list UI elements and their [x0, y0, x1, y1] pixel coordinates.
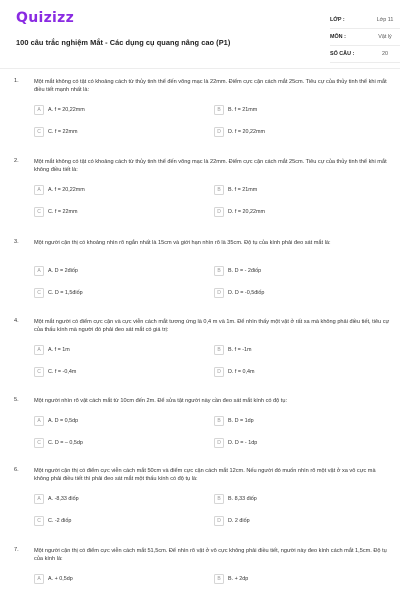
question-number: 5.	[14, 397, 19, 403]
option-label: A. -8,33 điốp	[48, 495, 79, 502]
question-number: 4.	[14, 318, 19, 324]
answer-option-a[interactable]	[34, 414, 174, 427]
option-label: B. + 2dp	[228, 575, 249, 582]
option-key-box: A	[34, 266, 44, 276]
header-divider	[0, 68, 400, 69]
option-label: A. + 0,5dp	[48, 575, 73, 582]
question-text: Một mắt không có tật có khoảng cách từ thủy tinh thể đến võng mạc là 22mm. Điểm cực cận cách mắt 25cm. Tiêu cự của thủy tinh thể khi mắt điều tiết mạnh nhất là:	[34, 79, 387, 93]
answer-option-b[interactable]	[214, 492, 354, 505]
option-key-box: C	[34, 516, 44, 526]
option-label: A. f = 20,22mm	[48, 106, 85, 113]
answer-option-a[interactable]	[34, 572, 174, 585]
answer-option-c[interactable]	[34, 514, 174, 527]
document-header	[0, 0, 400, 62]
question-number: 2.	[14, 158, 19, 164]
answer-option-b[interactable]	[214, 264, 354, 277]
option-label: A. D = 2điốp	[48, 267, 78, 274]
answer-option-a[interactable]	[34, 492, 174, 505]
answer-option-b[interactable]	[214, 103, 354, 116]
option-key-box: C	[34, 288, 44, 298]
answer-option-a[interactable]	[34, 183, 174, 196]
option-key-box: A	[34, 416, 44, 426]
option-label: D. f = 20,22mm	[228, 128, 266, 135]
option-key-box: C	[34, 207, 44, 217]
option-label: B. 8,33 điốp	[228, 495, 257, 502]
option-label: C. D = – 0,5dp	[48, 439, 83, 446]
option-label: A. f = 20,22mm	[48, 186, 85, 193]
answer-option-d[interactable]	[214, 205, 354, 218]
question-text: Một người cận thị có điểm cực viễn cách mắt 50cm và điểm cực cận cách mắt 12cm. Nếu người đó muốn nhìn rõ một vật ở xa vô cực mà không phải điều tiết thì phải đeo sát mắt một thấu kính có độ tụ là:	[34, 468, 376, 482]
option-label: C. f = 22mm	[48, 208, 78, 215]
option-label: D. 2 điốp	[228, 517, 250, 524]
meta-row-count	[330, 46, 400, 63]
answer-option-c[interactable]	[34, 365, 174, 378]
answer-option-b[interactable]	[214, 414, 354, 427]
option-key-box: A	[34, 105, 44, 115]
answer-option-b[interactable]	[214, 343, 354, 356]
option-key-box: B	[214, 105, 224, 115]
option-label: A. D = 0,5dp	[48, 417, 79, 424]
meta-row-subject	[330, 29, 400, 46]
answer-option-c[interactable]	[34, 125, 174, 138]
question-text: Một mắt người có điểm cực cận và cực viễn cách mắt tương ứng là 0,4 m và 1m. Để nhìn thấy một vật ở rất xa mà không phải điều tiết, tiêu cự của thấu kính mà người đó phải đeo sát mắt có giá trị:	[34, 319, 390, 333]
answer-option-d[interactable]	[214, 286, 354, 299]
metadata-panel	[330, 12, 400, 63]
answer-option-a[interactable]	[34, 343, 174, 356]
option-key-box: D	[214, 367, 224, 377]
option-label: C. f = 22mm	[48, 128, 78, 135]
option-key-box: A	[34, 574, 44, 584]
option-key-box: A	[34, 494, 44, 504]
option-label: B. f = 21mm	[228, 186, 258, 193]
option-key-box: A	[34, 185, 44, 195]
option-key-box: D	[214, 288, 224, 298]
option-key-box: B	[214, 574, 224, 584]
option-key-box: C	[34, 367, 44, 377]
answer-option-a[interactable]	[34, 103, 174, 116]
meta-row-grade	[330, 12, 400, 29]
meta-label: SỐ CÂU :	[330, 51, 355, 57]
answer-option-c[interactable]	[34, 205, 174, 218]
question-text: Một người nhìn rõ vật cách mắt từ 10cm đến 2m. Để sửa tật người này cần đeo sát mắt kính có độ tụ:	[34, 398, 288, 404]
option-key-box: C	[34, 127, 44, 137]
option-label: B. f = -1m	[228, 346, 252, 353]
meta-value: Lớp 11	[376, 16, 394, 23]
answer-option-b[interactable]	[214, 183, 354, 196]
option-label: D. f = 20,22mm	[228, 208, 266, 215]
option-key-box: D	[214, 207, 224, 217]
option-label: C. f = -0,4m	[48, 368, 77, 375]
option-label: D. f = 0,4m	[228, 368, 255, 375]
meta-value: 20	[382, 50, 388, 57]
option-key-box: A	[34, 345, 44, 355]
option-label: D. D = - 1dp	[228, 439, 258, 446]
answer-option-c[interactable]	[34, 436, 174, 449]
meta-value: Vật lý	[378, 33, 392, 40]
option-label: A. f = 1m	[48, 346, 70, 353]
meta-label: LỚP :	[330, 17, 345, 23]
question-text: Một người cận thị có khoảng nhìn rõ ngắn nhất là 15cm và giới hạn nhìn rõ là 35cm. Độ tụ của kính phải đeo sát mắt là:	[34, 240, 331, 246]
option-label: B. f = 21mm	[228, 106, 258, 113]
answer-option-d[interactable]	[214, 365, 354, 378]
option-key-box: B	[214, 266, 224, 276]
meta-label: MÔN :	[330, 34, 346, 40]
question-text: Một người cận thị có điểm cực viễn cách mắt 51,5cm. Để nhìn rõ vật ở vô cực không phải điều tiết, người này đeo kính cách mắt 1,5cm. Độ tụ của kính là:	[34, 548, 387, 562]
question-number: 6.	[14, 467, 19, 473]
question-number: 3.	[14, 239, 19, 245]
answer-option-b[interactable]	[214, 572, 354, 585]
quizizz-logo[interactable]: Quizizz	[16, 10, 75, 26]
question-number: 1.	[14, 78, 19, 84]
option-label: B. D = - 2điốp	[228, 267, 262, 274]
option-key-box: D	[214, 438, 224, 448]
option-key-box: B	[214, 494, 224, 504]
option-key-box: B	[214, 345, 224, 355]
question-text: Một mắt không có tật có khoảng cách từ thủy tinh thể đến võng mạc là 22mm. Điểm cực cận cách mắt 25cm. Tiêu cự của thủy tinh thể khi mắt không điều tiết là:	[34, 159, 387, 173]
document-title: 100 câu trắc nghiệm Mắt - Các dụng cụ quang nâng cao (P1)	[16, 38, 231, 47]
option-label: B. D = 1dp	[228, 417, 254, 424]
option-key-box: B	[214, 416, 224, 426]
answer-option-d[interactable]	[214, 514, 354, 527]
answer-option-a[interactable]	[34, 264, 174, 277]
option-key-box: C	[34, 438, 44, 448]
option-key-box: D	[214, 127, 224, 137]
answer-option-c[interactable]	[34, 286, 174, 299]
question-number: 7.	[14, 547, 19, 553]
answer-option-d[interactable]	[214, 125, 354, 138]
answer-option-d[interactable]	[214, 436, 354, 449]
option-label: C. D = 1,5điốp	[48, 289, 83, 296]
option-key-box: D	[214, 516, 224, 526]
option-label: D. D = -0,5điốp	[228, 289, 265, 296]
option-key-box: B	[214, 185, 224, 195]
option-label: C. -2 điốp	[48, 517, 72, 524]
